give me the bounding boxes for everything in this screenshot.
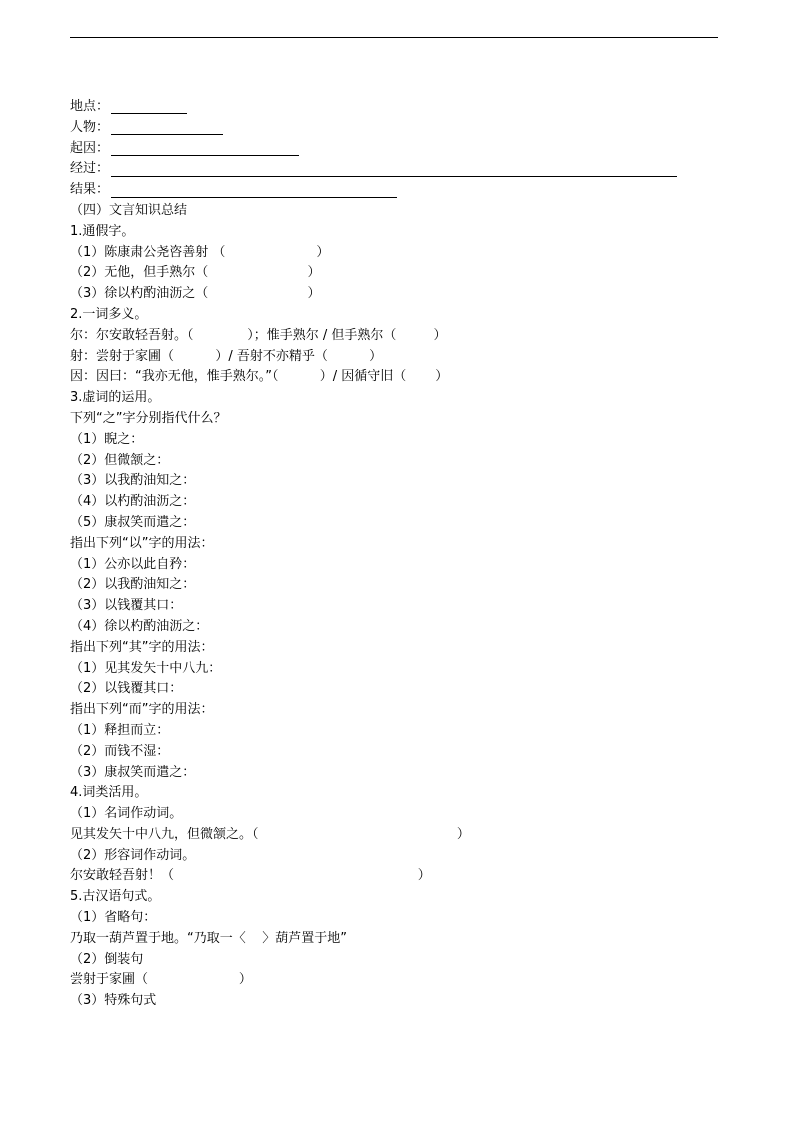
question-prompt: 指出下列“以”字的用法： xyxy=(70,535,214,551)
question-line: （3）康叔笑而遣之： xyxy=(70,764,196,780)
question-line: （1）睨之： xyxy=(70,431,144,447)
question-line: （2）形容词作动词。 xyxy=(70,847,196,863)
subsection-heading: 5.古汉语句式。 xyxy=(70,889,161,905)
subsection-heading: 4.词类活用。 xyxy=(70,785,148,801)
blank-label: 经过： xyxy=(70,161,110,177)
question-line: （1）名词作动词。 xyxy=(70,806,183,822)
question-line: （3）特殊句式 xyxy=(70,993,157,1009)
subsection-heading: 2.一词多义。 xyxy=(70,306,148,322)
section-heading: （四）文言知识总结 xyxy=(70,202,188,218)
question-line: （2）无他，但手熟尔（ ） xyxy=(70,265,321,281)
question-line: （2）而钱不湿： xyxy=(70,743,170,759)
question-line: （3）以钱覆其口： xyxy=(70,598,183,614)
answer-blank[interactable] xyxy=(111,163,677,177)
blank-label: 地点： xyxy=(70,99,110,114)
question-line: （1）释担而立： xyxy=(70,722,170,738)
question-line: （1）见其发矢十中八九： xyxy=(70,660,222,676)
blank-label: 起因： xyxy=(70,140,110,156)
question-line: （4）徐以杓酌油沥之： xyxy=(70,618,209,634)
blank-label: 结果： xyxy=(70,182,110,198)
question-line: （2）倒装句 xyxy=(70,951,144,967)
subsection-heading: 1.通假字。 xyxy=(70,223,135,239)
question-line: 射：尝射于家圃（ ）/ 吾射不亦精乎（ ） xyxy=(70,348,383,364)
question-line: 尝射于家圃（ ） xyxy=(70,972,252,988)
answer-blank[interactable] xyxy=(111,100,187,114)
question-line: （1）陈康肃公尧咨善射 （ ） xyxy=(70,244,330,260)
question-line: （3）徐以杓酌油沥之（ ） xyxy=(70,286,321,302)
blank-location xyxy=(70,97,720,118)
question-line: （4）以杓酌油沥之： xyxy=(70,494,196,510)
question-prompt: 下列“之”字分别指代什么？ xyxy=(70,410,227,426)
answer-blank[interactable] xyxy=(111,121,223,135)
question-line: 见其发矢十中八九，但微颔之。（ ） xyxy=(70,826,470,842)
question-line: （2）但微颔之： xyxy=(70,452,170,468)
question-line: （2）以我酌油知之： xyxy=(70,577,196,593)
blank-process xyxy=(70,159,720,180)
question-line: 尔安敢轻吾射！（ ） xyxy=(70,868,431,884)
question-line: （1）省略句： xyxy=(70,910,157,926)
answer-blank[interactable] xyxy=(111,142,299,156)
blank-characters xyxy=(70,118,720,139)
question-line: 因：因曰：“我亦无他，惟手熟尔。”（ ）/ 因循守旧（ ） xyxy=(70,369,449,385)
question-line: （2）以钱覆其口： xyxy=(70,681,183,697)
question-line: （1）公亦以此自矜： xyxy=(70,556,196,572)
subsection-heading: 3.虚词的运用。 xyxy=(70,390,161,406)
question-line: （3）以我酌油知之： xyxy=(70,473,196,489)
worksheet-body xyxy=(70,97,720,1012)
question-line: 尔：尔安敢轻吾射。（ ）；惟手熟尔 / 但手熟尔（ ） xyxy=(70,327,447,343)
blank-cause xyxy=(70,139,720,160)
question-prompt: 指出下列“而”字的用法： xyxy=(70,702,214,718)
header-rule xyxy=(70,37,718,38)
blank-label: 人物： xyxy=(70,119,110,135)
question-prompt: 指出下列“其”字的用法： xyxy=(70,639,214,655)
blank-result xyxy=(70,180,720,201)
answer-blank[interactable] xyxy=(111,184,397,198)
question-line: （5）康叔笑而遣之： xyxy=(70,514,196,530)
question-line: 乃取一葫芦置于地。“乃取一〈 〉葫芦置于地” xyxy=(70,930,347,946)
